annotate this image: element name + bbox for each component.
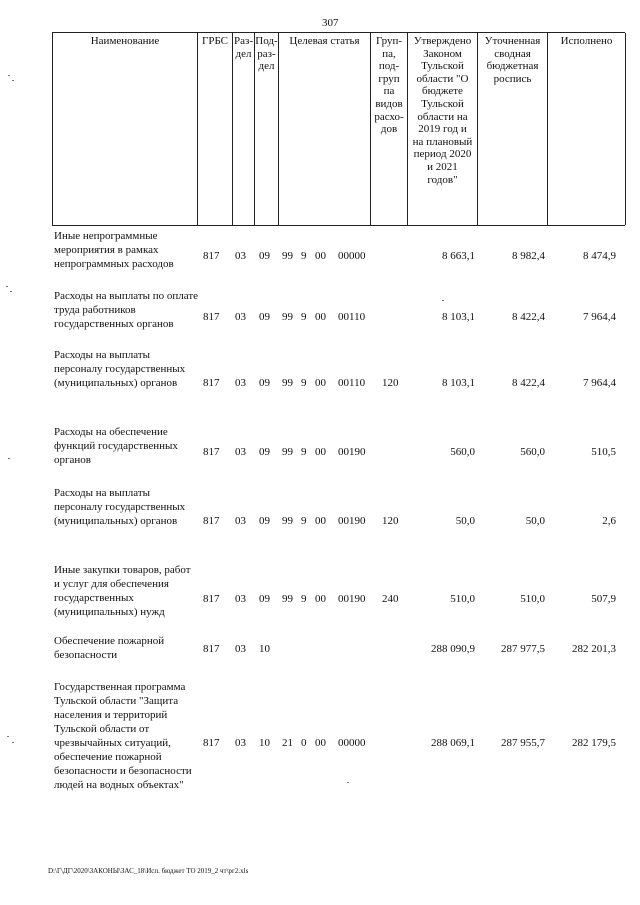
row-ts-event: 00: [315, 737, 326, 749]
row-ts-event: 00: [315, 515, 326, 527]
row-grbs: 817: [203, 593, 220, 605]
row-ts-subprogram: 9: [301, 311, 307, 323]
row-ts-program: 99: [282, 593, 293, 605]
row-utochnennaya: 8 982,4: [512, 250, 545, 262]
row-ts-subprogram: 9: [301, 515, 307, 527]
scan-speck: [12, 80, 14, 81]
row-razdel: 03: [235, 250, 246, 262]
row-ts-subprogram: 9: [301, 593, 307, 605]
row-ispolneno: 510,5: [591, 446, 616, 458]
row-ts-event: 00: [315, 446, 326, 458]
row-utverzhdeno: 510,0: [450, 593, 475, 605]
row-utverzhdeno: 8 103,1: [442, 377, 475, 389]
row-utochnennaya: 8 422,4: [512, 377, 545, 389]
row-podrazdel: 09: [259, 446, 270, 458]
row-utverzhdeno: 8 103,1: [442, 311, 475, 323]
row-grbs: 817: [203, 515, 220, 527]
scan-speck: [347, 782, 349, 783]
row-utochnennaya: 287 955,7: [501, 737, 545, 749]
scan-speck: [12, 742, 14, 743]
row-name: Государственная программа Тульской области "Защита населения и территорий Тульской области от чрезвычайных ситуаций, обеспечение пожарной безопасности и безопасности людей на водных объектах": [54, 681, 192, 791]
row-utochnennaya: 287 977,5: [501, 643, 545, 655]
page-number: 307: [322, 17, 339, 29]
header-utochnennaya: Уточненная сводная бюджетная роспись: [477, 33, 547, 225]
scan-speck: [7, 736, 9, 737]
scan-speck: [10, 291, 12, 292]
row-razdel: 03: [235, 643, 246, 655]
row-ts-program: 99: [282, 250, 293, 262]
row-ts-event: 00: [315, 250, 326, 262]
row-razdel: 03: [235, 446, 246, 458]
row-utochnennaya: 8 422,4: [512, 311, 545, 323]
header-razdel: Раз- дел: [232, 33, 254, 225]
header-ispolneno: Исполнено: [547, 33, 626, 225]
row-ts-program: 21: [282, 737, 293, 749]
row-ts-program: 99: [282, 377, 293, 389]
row-ts-event: 00: [315, 311, 326, 323]
header-gruppa-vidov: Груп- па, под- груп па видов расхо- дов: [370, 33, 407, 225]
row-grbs: 817: [203, 250, 220, 262]
row-ispolneno: 282 179,5: [572, 737, 616, 749]
row-ts-program: 99: [282, 515, 293, 527]
scan-speck: [442, 300, 444, 301]
row-ts-direction: 00110: [338, 377, 366, 389]
row-ispolneno: 7 964,4: [583, 311, 616, 323]
row-podrazdel: 09: [259, 593, 270, 605]
row-razdel: 03: [235, 737, 246, 749]
row-utverzhdeno: 288 069,1: [431, 737, 475, 749]
row-utochnennaya: 510,0: [520, 593, 545, 605]
row-grbs: 817: [203, 643, 220, 655]
row-podrazdel: 09: [259, 377, 270, 389]
row-ts-subprogram: 9: [301, 377, 307, 389]
row-utverzhdeno: 8 663,1: [442, 250, 475, 262]
header-bottom-border: [52, 225, 625, 226]
header-utverzhdeno: Утверждено Законом Тульской области "О бюджете Тульской области на 2019 год и на плановый период 2020 и 2021 годов": [407, 33, 477, 225]
row-utverzhdeno: 560,0: [450, 446, 475, 458]
footer-file-path: D:\Г\ДГ\2020\ЗАКОНЫ\ЗАС_18\Исп. бюджет ТО 2019_2 чт\рг2.xls: [48, 867, 249, 875]
row-utverzhdeno: 288 090,9: [431, 643, 475, 655]
row-utochnennaya: 560,0: [520, 446, 545, 458]
row-ts-subprogram: 9: [301, 446, 307, 458]
row-utverzhdeno: 50,0: [455, 515, 475, 527]
row-ts-program: 99: [282, 446, 293, 458]
row-utochnennaya: 50,0: [525, 515, 545, 527]
row-podrazdel: 09: [259, 250, 270, 262]
header-name: Наименование: [52, 33, 197, 225]
row-name: Расходы на обеспечение функций государственных органов: [54, 426, 178, 466]
row-grbs: 817: [203, 377, 220, 389]
row-name: Расходы на выплаты персоналу государственных (муниципальных) органов: [54, 349, 186, 389]
header-grbs: ГРБС: [197, 33, 232, 225]
row-name: Обеспечение пожарной безопасности: [54, 635, 165, 661]
row-ispolneno: 507,9: [591, 593, 616, 605]
row-ispolneno: 282 201,3: [572, 643, 616, 655]
scan-speck: [8, 75, 10, 76]
row-podrazdel: 09: [259, 311, 270, 323]
header-tselevaya-statya: Целевая статья: [278, 33, 370, 225]
row-grbs: 817: [203, 446, 220, 458]
row-razdel: 03: [235, 515, 246, 527]
row-grbs: 817: [203, 311, 220, 323]
row-ts-program: 99: [282, 311, 293, 323]
row-ts-direction: 00000: [338, 250, 366, 262]
header-podrazdel: Под- раз- дел: [254, 33, 278, 225]
row-ts-direction: 00000: [338, 737, 366, 749]
row-ts-direction: 00190: [338, 446, 366, 458]
row-name: Расходы на выплаты персоналу государственных (муниципальных) органов: [54, 487, 186, 527]
row-ispolneno: 8 474,9: [583, 250, 616, 262]
row-ispolneno: 2,6: [602, 515, 616, 527]
row-ts-subprogram: 0: [301, 737, 307, 749]
row-vid: 240: [382, 593, 399, 605]
scan-speck: [8, 458, 10, 459]
row-ts-direction: 00190: [338, 593, 366, 605]
row-razdel: 03: [235, 593, 246, 605]
row-razdel: 03: [235, 377, 246, 389]
row-name: Иные закупки товаров, работ и услуг для обеспечения государственных (муниципальных) нужд: [54, 564, 191, 618]
row-ts-event: 00: [315, 593, 326, 605]
row-vid: 120: [382, 515, 399, 527]
row-name: Иные непрограммные мероприятия в рамках непрограммных расходов: [54, 230, 174, 270]
row-name: Расходы на выплаты по оплате труда работников государственных органов: [54, 290, 199, 330]
row-podrazdel: 10: [259, 737, 270, 749]
row-razdel: 03: [235, 311, 246, 323]
row-podrazdel: 09: [259, 515, 270, 527]
row-ts-subprogram: 9: [301, 250, 307, 262]
row-ts-direction: 00110: [338, 311, 366, 323]
row-vid: 120: [382, 377, 399, 389]
row-ts-event: 00: [315, 377, 326, 389]
row-ispolneno: 7 964,4: [583, 377, 616, 389]
row-podrazdel: 10: [259, 643, 270, 655]
row-grbs: 817: [203, 737, 220, 749]
scan-speck: [6, 286, 8, 287]
row-ts-direction: 00190: [338, 515, 366, 527]
